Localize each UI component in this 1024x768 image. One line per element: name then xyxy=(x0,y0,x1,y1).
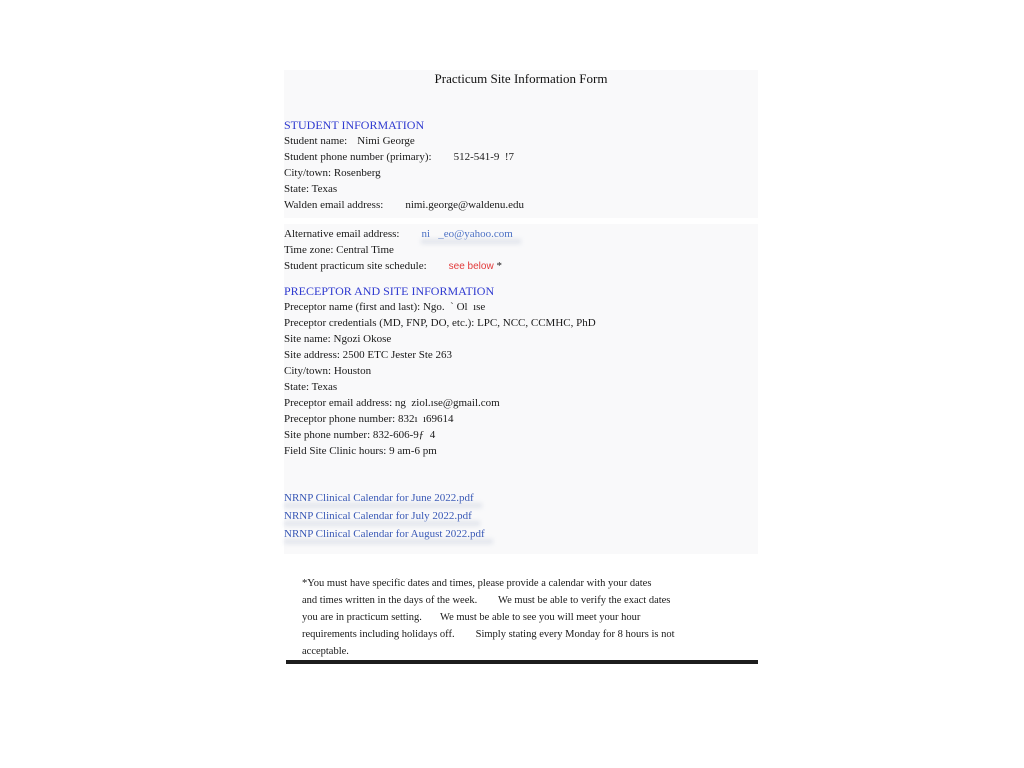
student-information-heading: STUDENT INFORMATION xyxy=(284,118,425,132)
site-phone-label: Site phone number: xyxy=(284,429,371,441)
preceptor-heading: PRECEPTOR AND SITE INFORMATION xyxy=(284,284,495,298)
site-state-label: State: xyxy=(284,381,310,393)
student-phone-label: Student phone number (primary): xyxy=(284,151,432,163)
schedule-star: * xyxy=(496,260,502,272)
student-state-value: Texas xyxy=(311,183,338,195)
attachment-link-august[interactable] xyxy=(284,524,758,542)
clinic-hours-label: Field Site Clinic hours: xyxy=(284,445,387,457)
note-line: acceptable. xyxy=(302,646,349,657)
preceptor-section xyxy=(284,284,758,459)
form-page xyxy=(284,70,758,554)
preceptor-name-label: Preceptor name (first and last): xyxy=(284,301,421,313)
attachment-june-label[interactable]: NRNP Clinical Calendar for June 2022.pdf xyxy=(284,492,474,504)
preceptor-phone-value: 832ı ı69614 xyxy=(397,413,454,425)
bottom-divider xyxy=(286,660,758,664)
student-name-value: Nimi George xyxy=(357,135,415,147)
alt-email-row xyxy=(284,226,758,242)
preceptor-email-value: ng ziol.ıse@gmail.com xyxy=(394,397,500,409)
schedule-row xyxy=(284,258,758,275)
clinic-hours-value: 9 am-6 pm xyxy=(389,445,437,457)
preceptor-credentials-row xyxy=(284,315,758,331)
site-address-label: Site address: xyxy=(284,349,340,361)
preceptor-phone-row xyxy=(284,411,758,427)
note-line: you are in practicum setting. We must be able to see you will meet your hour xyxy=(302,612,641,623)
note-line: *You must have specific dates and times, please provide a calendar with your dates xyxy=(302,578,652,589)
attachment-august-label[interactable]: NRNP Clinical Calendar for August 2022.pdf xyxy=(284,528,485,540)
student-state-label: State: xyxy=(284,183,310,195)
note-line: requirements including holidays off. Simply stating every Monday for 8 hours is not xyxy=(302,629,675,640)
student-name-label: Student name: xyxy=(284,135,348,147)
student-city-value: Rosenberg xyxy=(333,167,381,179)
attachment-link-june[interactable] xyxy=(284,488,758,506)
timezone-value: Central Time xyxy=(336,244,394,256)
site-city-row xyxy=(284,363,758,379)
clinic-hours-row xyxy=(284,443,758,459)
section-gap xyxy=(284,218,758,224)
site-address-value: 2500 ETC Jester Ste 263 xyxy=(342,349,453,361)
site-state-value: Texas xyxy=(311,381,338,393)
student-phone-value: 512-541-9 !7 xyxy=(453,151,515,163)
note-line: and times written in the days of the week. We must be able to verify the exact dates xyxy=(302,595,671,606)
site-name-label: Site name: xyxy=(284,333,331,345)
alt-email-link[interactable]: ni _eo@yahoo.com xyxy=(421,228,513,240)
preceptor-credentials-label: Preceptor credentials (MD, FNP, DO, etc.): xyxy=(284,317,475,329)
site-city-label: City/town: xyxy=(284,365,332,377)
alt-email-label: Alternative email address: xyxy=(284,228,400,240)
timezone-label: Time zone: xyxy=(284,244,334,256)
student-information-section xyxy=(284,118,758,213)
walden-email-label: Walden email address: xyxy=(284,199,384,211)
site-name-value: Ngozi Okose xyxy=(333,333,392,345)
preceptor-name-row xyxy=(284,299,758,315)
student-city-label: City/town: xyxy=(284,167,332,179)
attachment-july-label[interactable]: NRNP Clinical Calendar for July 2022.pdf xyxy=(284,510,472,522)
site-address-row xyxy=(284,347,758,363)
form-title: Practicum Site Information Form xyxy=(434,71,608,86)
preceptor-email-label: Preceptor email address: xyxy=(284,397,393,409)
preceptor-credentials-value: LPC, NCC, CCMHC, PhD xyxy=(477,317,596,329)
attachments-section xyxy=(284,488,758,542)
student-city-row xyxy=(284,165,758,181)
attachment-link-july[interactable] xyxy=(284,506,758,524)
walden-email-row xyxy=(284,197,758,213)
student-name-row xyxy=(284,133,758,149)
site-name-row xyxy=(284,331,758,347)
student-state-row xyxy=(284,181,758,197)
site-state-row xyxy=(284,379,758,395)
site-city-value: Houston xyxy=(333,365,372,377)
schedule-note xyxy=(302,575,762,660)
student-extra-section xyxy=(284,226,758,275)
preceptor-name-value: Ngo. ` Ol ıse xyxy=(422,301,486,313)
schedule-see-below: see below xyxy=(448,261,494,272)
site-phone-value: 832-606-9ƒ 4 xyxy=(372,429,436,441)
schedule-label: Student practicum site schedule: xyxy=(284,260,427,272)
student-phone-row xyxy=(284,149,758,165)
preceptor-phone-label: Preceptor phone number: xyxy=(284,413,396,425)
walden-email-value: nimi.george@waldenu.edu xyxy=(405,199,524,211)
site-phone-row xyxy=(284,427,758,443)
preceptor-email-row xyxy=(284,395,758,411)
timezone-row xyxy=(284,242,758,258)
